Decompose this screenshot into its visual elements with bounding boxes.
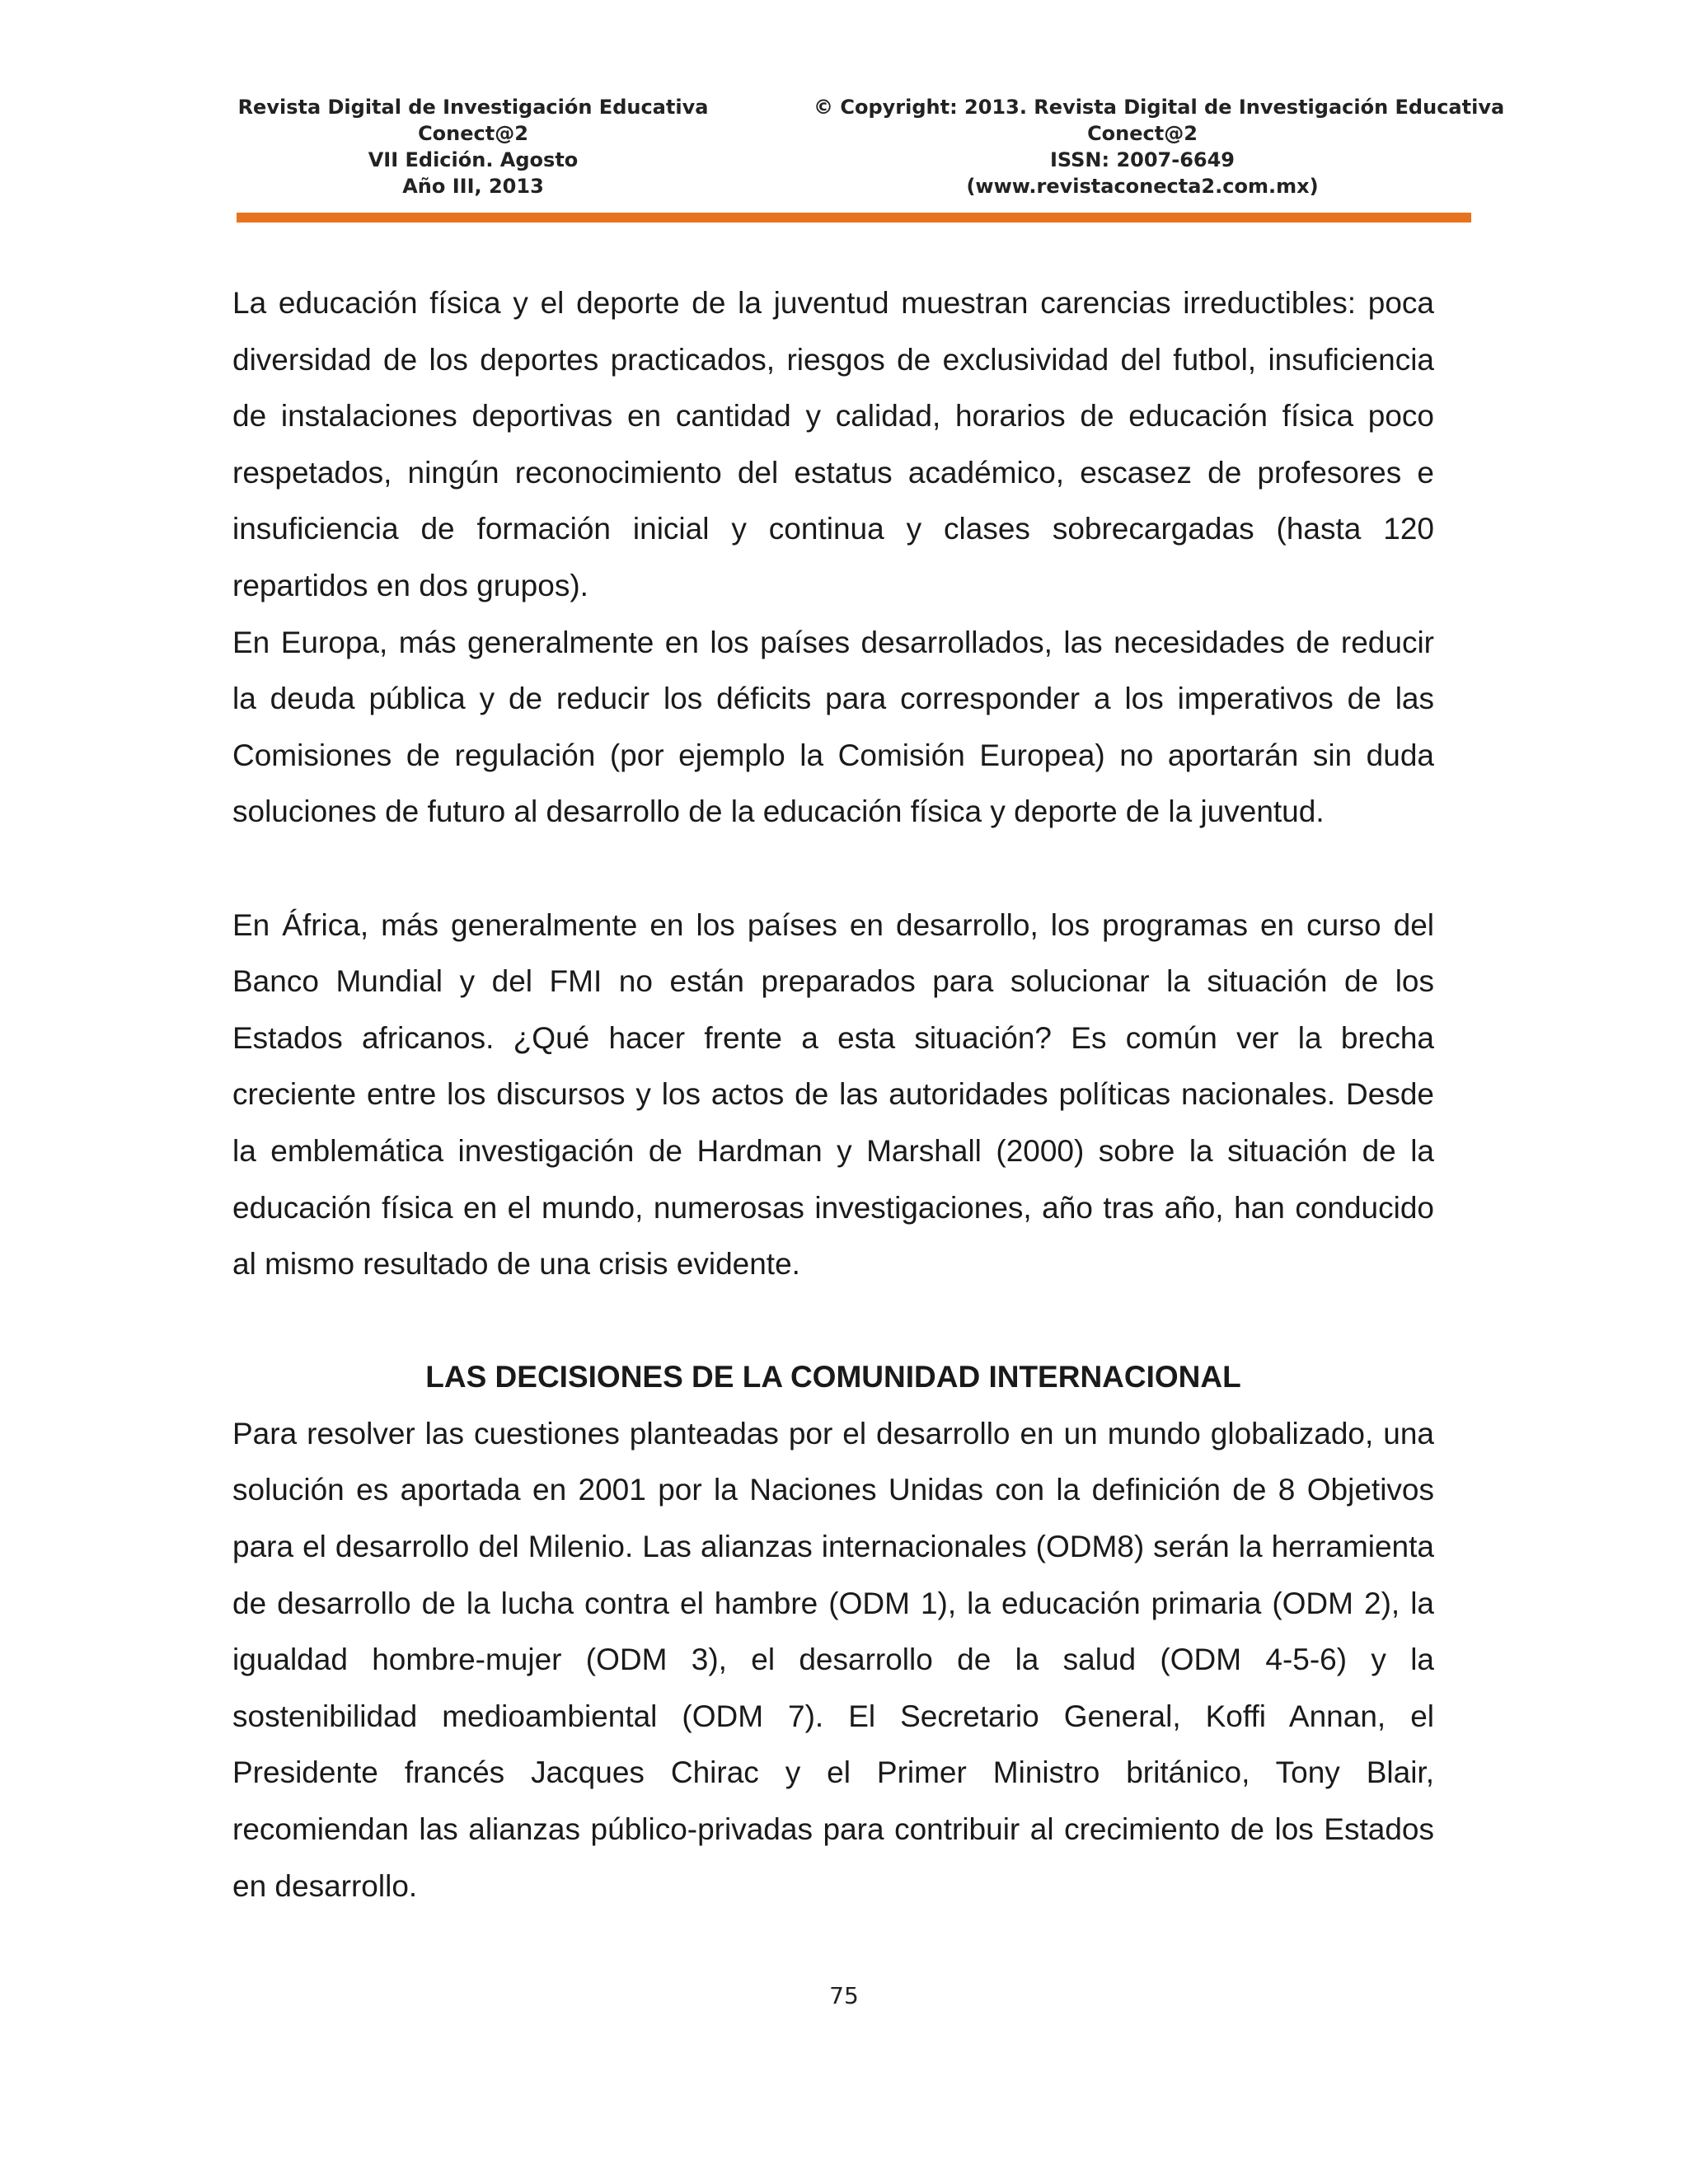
- section-heading: LAS DECISIONES DE LA COMUNIDAD INTERNACIONAL: [425, 1360, 1241, 1394]
- paragraph-spacer: [232, 1293, 1434, 1350]
- page-number: 75: [829, 1982, 859, 2009]
- copyright-line: © Copyright: 2013. Revista Digital de Investigación Educativa: [814, 96, 1505, 119]
- body-paragraph-3: En África, más generalmente en los países en desarrollo, los programas en curso del Banco Mundial y del FMI no están preparados para solucionar la situación de los Estados africanos. ¿Qué hacer frente a esta situación? Es común ver la brecha creciente entre los discursos y los actos de las autoridades políticas nacionales. Desde la emblemática investigación de Hardman y Marshall (2000) sobre la situación de la educación física en el mundo, numerosas investigaciones, año tras año, han conducido al mismo resultado de una crisis evidente.: [232, 907, 1434, 1282]
- edition-info: VII Edición. Agosto: [368, 148, 579, 171]
- header-divider: [237, 213, 1471, 223]
- article-body: [232, 275, 1434, 1915]
- year-info: Año III, 2013: [402, 175, 544, 198]
- issn: ISSN: 2007-6649: [1049, 148, 1235, 171]
- journal-info-block: [237, 94, 710, 199]
- journal-title: Revista Digital de Investigación Educativa: [237, 96, 709, 119]
- journal-name: Conect@2: [418, 122, 528, 145]
- page-header: [237, 94, 1505, 209]
- paragraph-spacer: [232, 841, 1434, 898]
- copyright-journal-name: Conect@2: [1087, 122, 1198, 145]
- body-paragraph-2: En Europa, más generalmente en los países desarrollados, las necesidades de reducir la deuda pública y de reducir los déficits para corresponder a los imperativos de las Comisiones de regulación (por ejemplo la Comisión Europea) no aportarán sin duda soluciones de futuro al desarrollo de la educación física y deporte de la juventud.: [232, 625, 1434, 829]
- website-url: (www.revistaconecta2.com.mx): [966, 175, 1319, 198]
- body-paragraph-4: Para resolver las cuestiones planteadas por el desarrollo en un mundo globalizado, una solución es aportada en 2001 por la Naciones Unidas con la definición de 8 Objetivos para el desarrollo del Milenio. Las alianzas internacionales (ODM8) serán la herramienta de desarrollo de la lucha contra el hambre (ODM 1), la educación primaria (ODM 2), la igualdad hombre-mujer (ODM 3), el desarrollo de la salud (ODM 4-5-6) y la sostenibilidad medioambiental (ODM 7). El Secretario General, Koffi Annan, el Presidente francés Jacques Chirac y el Primer Ministro británico, Tony Blair, recomiendan las alianzas público-privadas para contribuir al crecimiento de los Estados en desarrollo.: [232, 1416, 1434, 1903]
- copyright-block: [814, 94, 1505, 199]
- body-paragraph-1: La educación física y el deporte de la juventud muestran carencias irreductibles: poca diversidad de los deportes practicados, riesgos de exclusividad del futbol, insuficiencia de instalaciones deportivas en cantidad y calidad, horarios de educación física poco respetados, ningún reconocimiento del estatus académico, escasez de profesores e insuficiencia de formación inicial y continua y clases sobrecargadas (hasta 120 repartidos en dos grupos).: [232, 286, 1434, 602]
